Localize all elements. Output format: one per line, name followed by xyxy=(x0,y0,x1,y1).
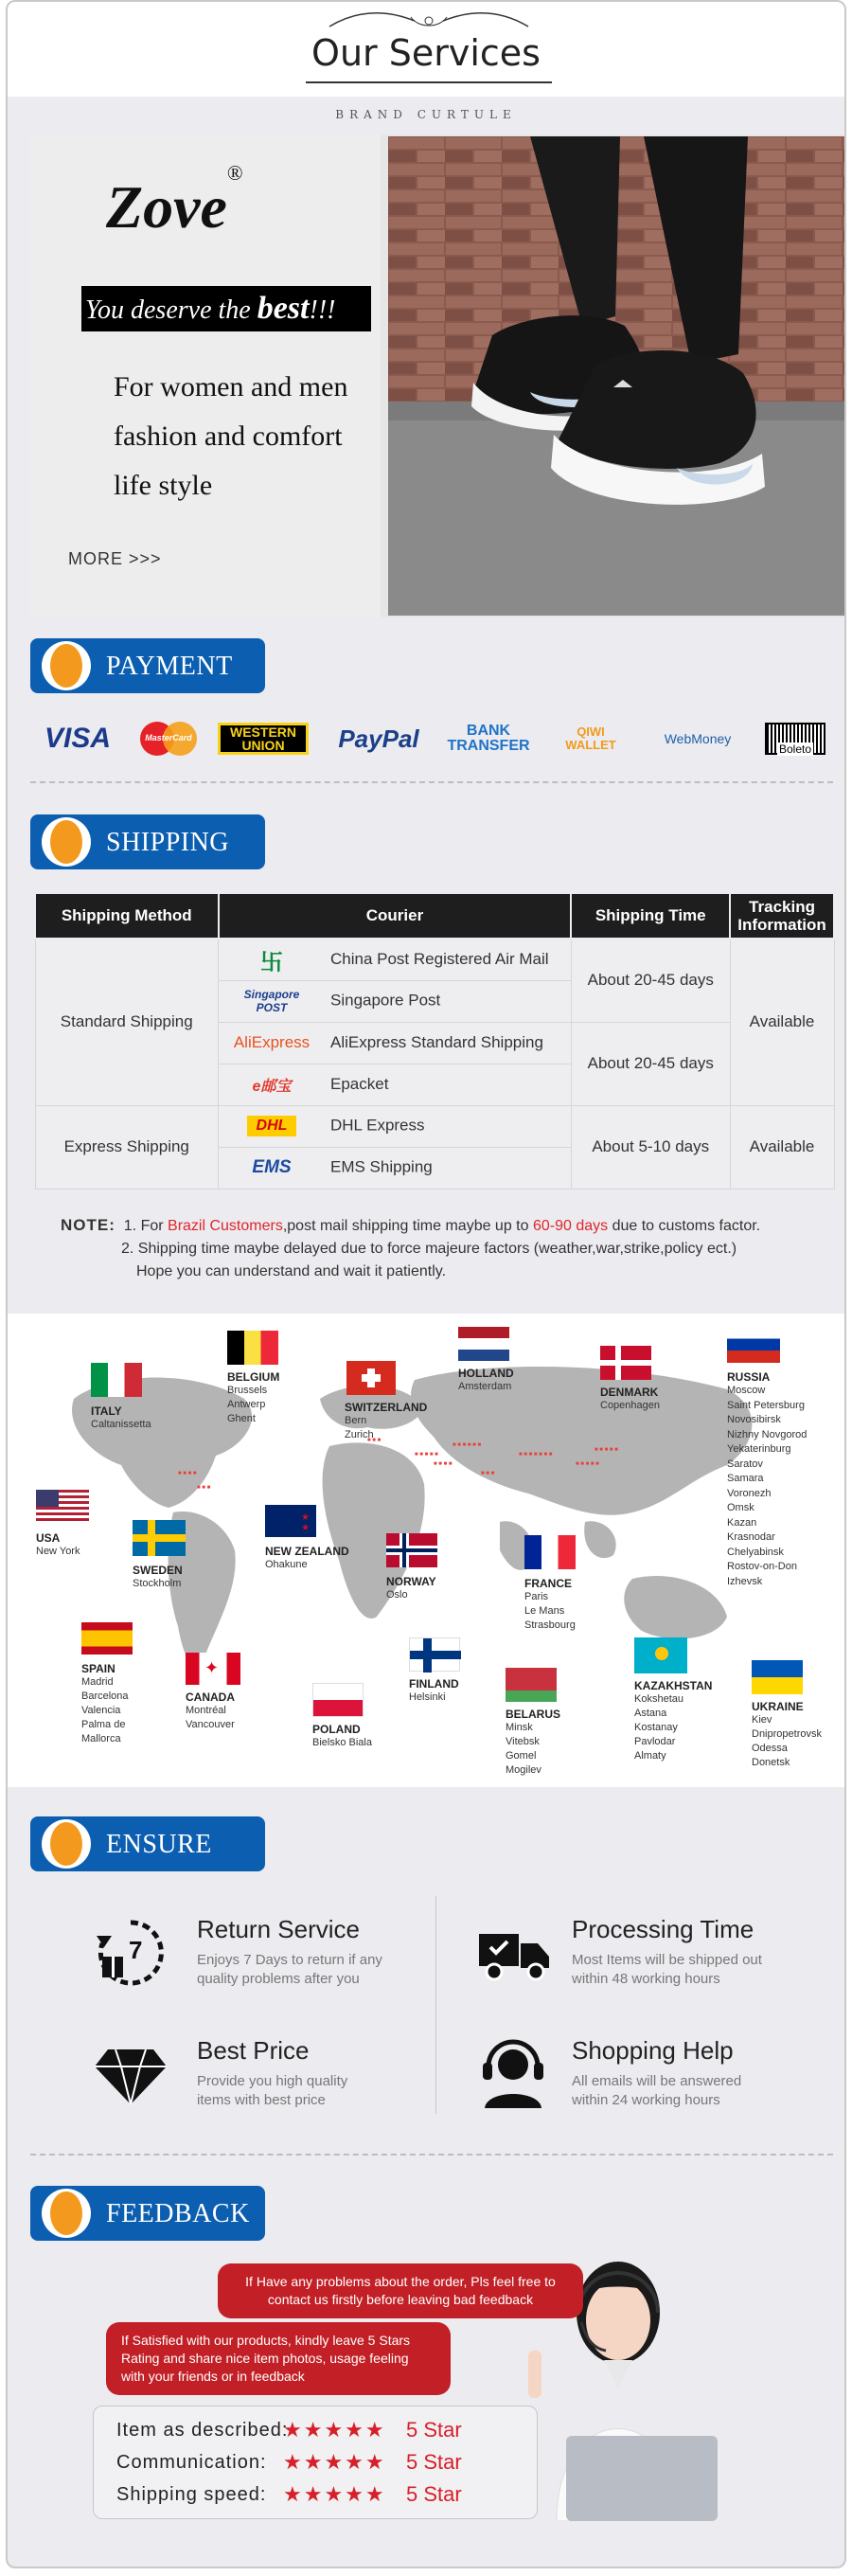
france-flag-icon xyxy=(524,1535,576,1569)
country-label: KAZAKHSTAN xyxy=(634,1679,713,1692)
section-badge-payment: PAYMENT xyxy=(30,638,265,693)
section-divider xyxy=(30,781,833,783)
canada-flag-icon: ✦ xyxy=(186,1653,240,1685)
singapore-post-logo: Singapore POST xyxy=(243,988,300,1014)
svg-text:■ ■ ■ ■ ■: ■ ■ ■ ■ ■ xyxy=(415,1452,438,1458)
rating-value: 5 Star xyxy=(406,2418,462,2442)
hero-banner[interactable] xyxy=(30,134,844,617)
svg-text:■ ■ ■: ■ ■ ■ xyxy=(481,1471,495,1476)
brand-logo: Zove® xyxy=(106,160,243,241)
rating-value: 5 Star xyxy=(406,2482,462,2506)
svg-text:■ ■ ■: ■ ■ ■ xyxy=(197,1485,211,1491)
payment-boleto: Boleto xyxy=(765,723,825,755)
service-desc: All emails will be answered xyxy=(572,2073,742,2089)
city-list: Ohakune xyxy=(265,1559,308,1570)
brand-caption: BRAND CURTULE xyxy=(335,108,517,121)
ems-logo: EMS xyxy=(252,1157,292,1177)
city-list: Moscow Saint Petersburg Novosibirsk Nizhny Novgorod Yekaterinburg Saratov Samara Voronezh Omsk Kazan Krasnodar Chelyabinsk Rostov-on-Don Izhevsk xyxy=(727,1385,808,1587)
column-header: Tracking Information xyxy=(730,893,834,939)
new-zealand-flag-icon: ★ ★ xyxy=(265,1505,316,1537)
mastercard-icon: MasterCard xyxy=(140,722,197,756)
slogan: You deserve the best!!! xyxy=(81,286,371,331)
section-divider xyxy=(30,2154,833,2156)
header xyxy=(8,2,844,97)
city-list: Bielsko Biala xyxy=(312,1737,372,1748)
badge-dot-icon xyxy=(42,641,91,690)
service-desc: within 24 working hours xyxy=(572,2092,720,2108)
shipping-note: NOTE: 1. For Brazil Customers,post mail shipping time maybe up to 60-90 days due to customs factor. 2. Shipping time maybe delayed due to force majeure factors (weather,war,strike,policy ect.) Hope you can understand and wait it patiently. xyxy=(61,1216,761,1279)
city-list: Minsk Vitebsk Gomel Mogilev xyxy=(506,1722,541,1776)
payment-webmoney: WebMoney xyxy=(664,731,732,746)
payment-visa: VISA xyxy=(44,723,112,754)
tagline-line: For women and men xyxy=(114,371,348,402)
badge-dot-icon xyxy=(42,817,91,867)
shipping-method-cell: Express Shipping xyxy=(35,1105,219,1189)
city-list: Helsinki xyxy=(409,1691,446,1703)
tagline-line: fashion and comfort xyxy=(114,420,343,452)
country-label: RUSSIA xyxy=(727,1370,771,1384)
service-desc: items with best price xyxy=(197,2092,326,2108)
courier-cell: AliExpress AliExpress Standard Shipping xyxy=(219,1022,572,1064)
title-underline xyxy=(306,81,552,83)
shipping-method-cell: Standard Shipping xyxy=(35,939,219,1105)
switzerland-flag-icon xyxy=(346,1361,396,1395)
table-row xyxy=(35,1105,834,1147)
page-title: Our Services xyxy=(311,32,541,74)
section-badge-ensure: ENSURE xyxy=(30,1816,265,1871)
china-post-icon: 卐 xyxy=(260,949,283,975)
country-label: NORWAY xyxy=(386,1575,436,1588)
city-list: Kokshetau Astana Kostanay Pavlodar Almaty xyxy=(634,1693,683,1762)
payment-bank-transfer: BANK TRANSFER xyxy=(447,723,530,754)
service-desc: quality problems after you xyxy=(197,1971,360,1987)
courier-cell: e邮宝 Epacket xyxy=(219,1064,572,1105)
city-list: Copenhagen xyxy=(600,1400,661,1411)
courier-cell: 卐 China Post Registered Air Mail xyxy=(219,939,572,980)
feedback-bubble-problem: If Have any problems about the order, Pls feel free to contact us firstly before leaving bad feedback xyxy=(218,2263,583,2318)
column-header: Courier xyxy=(219,893,572,939)
rating-box xyxy=(93,2406,538,2519)
shipping-time-cell: About 20-45 days xyxy=(571,1022,730,1105)
belgium-flag-icon xyxy=(227,1331,278,1365)
tracking-cell: Available xyxy=(730,1105,834,1189)
dhl-logo: DHL xyxy=(232,1116,311,1136)
rating-label: Shipping speed: xyxy=(116,2484,267,2505)
city-list: Stockholm xyxy=(133,1578,182,1589)
shipping-time-cell: About 20-45 days xyxy=(571,939,730,1022)
belarus-flag-icon xyxy=(506,1668,557,1702)
ornament-icon xyxy=(320,8,538,32)
svg-text:7: 7 xyxy=(129,1936,143,1964)
country-label: FINLAND xyxy=(409,1677,459,1690)
courier-cell: DHL DHL Express xyxy=(219,1105,572,1147)
country-label: NEW ZEALAND xyxy=(265,1545,349,1558)
tracking-cell: Available xyxy=(730,939,834,1105)
country-label: CANADA xyxy=(186,1690,235,1704)
ukraine-flag-icon xyxy=(752,1660,803,1694)
rating-value: 5 Star xyxy=(406,2450,462,2474)
return-service-icon xyxy=(93,1915,169,1991)
service-desc: within 48 working hours xyxy=(572,1971,720,1987)
badge-dot-icon xyxy=(42,2189,91,2238)
country-label: ITALY xyxy=(91,1404,122,1418)
finland-flag-icon xyxy=(409,1637,460,1672)
ensure-divider xyxy=(435,1896,436,2114)
svg-text:■ ■ ■ ■ ■ ■: ■ ■ ■ ■ ■ ■ xyxy=(453,1442,482,1448)
svg-text:■ ■ ■ ■ ■: ■ ■ ■ ■ ■ xyxy=(576,1461,599,1467)
country-label: DENMARK xyxy=(600,1386,659,1399)
svg-text:■ ■ ■: ■ ■ ■ xyxy=(367,1438,382,1443)
city-list: Oslo xyxy=(386,1589,408,1601)
table-header-row xyxy=(35,893,834,939)
more-link[interactable]: MORE >>> xyxy=(68,549,162,568)
rating-stars: ★★★★★ xyxy=(283,2418,386,2442)
payment-paypal: PayPal xyxy=(338,724,419,753)
service-title: Shopping Help xyxy=(572,2036,734,2065)
svg-text:■ ■ ■ ■ ■: ■ ■ ■ ■ ■ xyxy=(595,1447,618,1453)
courier-cell: EMS EMS Shipping xyxy=(219,1147,572,1189)
country-label: BELARUS xyxy=(506,1708,561,1721)
shipping-table xyxy=(34,892,835,1190)
shipping-time-cell: About 5-10 days xyxy=(571,1105,730,1189)
headset-support-icon xyxy=(475,2036,551,2112)
poland-flag-icon xyxy=(312,1683,364,1717)
badge-dot-icon xyxy=(42,1819,91,1869)
spain-flag-icon xyxy=(81,1622,133,1655)
service-title: Processing Time xyxy=(572,1915,754,1943)
payment-western-union: WESTERN UNION xyxy=(218,723,309,755)
city-list: Madrid Barcelona Valencia Palma de Mallorca xyxy=(81,1676,129,1744)
norway-flag-icon xyxy=(386,1533,437,1567)
section-badge-shipping: SHIPPING xyxy=(30,814,265,869)
country-label: SWITZERLAND xyxy=(345,1401,428,1414)
rating-stars: ★★★★★ xyxy=(283,2450,386,2474)
country-label: SWEDEN xyxy=(133,1564,183,1577)
svg-text:■ ■ ■ ■ ■ ■ ■: ■ ■ ■ ■ ■ ■ ■ xyxy=(519,1452,553,1458)
aliexpress-logo: AliExpress xyxy=(233,1033,311,1052)
russia-flag-icon xyxy=(727,1327,780,1363)
hero-text-panel xyxy=(30,134,381,617)
denmark-flag-icon xyxy=(600,1346,651,1380)
rating-stars: ★★★★★ xyxy=(283,2482,386,2506)
service-title: Best Price xyxy=(197,2036,310,2065)
sweden-flag-icon xyxy=(133,1520,186,1556)
service-desc: Provide you high quality xyxy=(197,2073,348,2089)
svg-text:■ ■ ■ ■: ■ ■ ■ ■ xyxy=(178,1471,197,1476)
service-desc: Enjoys 7 Days to return if any xyxy=(197,1952,382,1968)
country-label: SPAIN xyxy=(81,1662,115,1675)
feedback-bubble-satisfied: If Satisfied with our products, kindly leave 5 Stars Rating and share nice item photos, usage feeling with your friends or in feedback xyxy=(106,2322,451,2395)
country-label: UKRAINE xyxy=(752,1700,804,1713)
shoe-photo xyxy=(388,136,844,616)
column-header: Shipping Method xyxy=(35,893,219,939)
epacket-logo: e邮宝 xyxy=(252,1078,292,1095)
usa-flag-icon xyxy=(36,1490,89,1524)
country-label: HOLLAND xyxy=(458,1367,514,1380)
country-label: USA xyxy=(36,1531,61,1545)
city-list: Amsterdam xyxy=(458,1381,512,1392)
column-header: Shipping Time xyxy=(571,893,730,939)
city-list: Montréal Vancouver xyxy=(186,1705,235,1730)
rating-label: Communication: xyxy=(116,2452,267,2473)
table-row xyxy=(35,939,834,980)
payment-qiwi: QIWI WALLET xyxy=(565,724,616,752)
city-list: Paris Le Mans Strasbourg xyxy=(524,1591,576,1631)
kazakhstan-flag-icon xyxy=(634,1637,687,1673)
service-title: Return Service xyxy=(197,1915,360,1943)
world-map xyxy=(8,1314,844,1787)
italy-flag-icon xyxy=(91,1363,142,1397)
courier-cell: Singapore POST Singapore Post xyxy=(219,980,572,1022)
svg-text:■ ■ ■ ■: ■ ■ ■ ■ xyxy=(434,1461,453,1467)
country-label: FRANCE xyxy=(524,1577,572,1590)
tagline-line: life style xyxy=(114,470,213,501)
country-label: POLAND xyxy=(312,1723,361,1736)
rating-label: Item as described: xyxy=(116,2420,289,2441)
city-list: New York xyxy=(36,1546,80,1557)
city-list: Brussels Antwerp Ghent xyxy=(227,1385,268,1424)
city-list: Kiev Dnipropetrovsk Odessa Donetsk xyxy=(752,1714,822,1768)
section-badge-feedback: FEEDBACK xyxy=(30,2186,265,2241)
city-list: Caltanissetta xyxy=(91,1419,151,1430)
services-page xyxy=(6,0,846,2568)
holland-flag-icon xyxy=(458,1327,509,1361)
service-desc: Most Items will be shipped out xyxy=(572,1952,762,1968)
delivery-truck-icon xyxy=(475,1915,553,1991)
city-list: Bern Zurich xyxy=(345,1415,374,1440)
country-label: BELGIUM xyxy=(227,1370,280,1384)
diamond-icon xyxy=(93,2036,169,2112)
